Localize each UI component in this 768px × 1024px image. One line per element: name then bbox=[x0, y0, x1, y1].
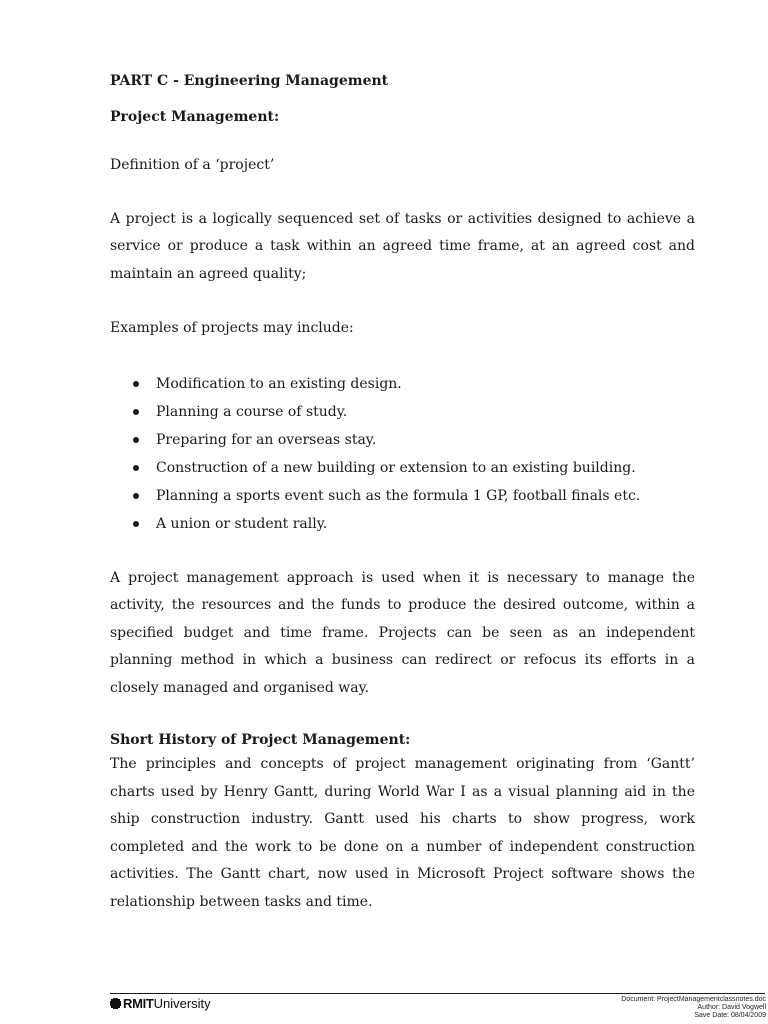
list-item-text: Modification to an existing design. bbox=[156, 375, 402, 392]
footer-divider bbox=[110, 993, 765, 994]
logo-text-bold: RMIT bbox=[123, 996, 154, 1011]
bullet-icon bbox=[133, 437, 139, 443]
document-name: Document: ProjectManagementclassnotes.doc bbox=[621, 996, 766, 1003]
list-item bbox=[110, 510, 695, 538]
approach-paragraph: A project management approach is used when it is necessary to manage the activity, the resources and the funds to produce the desired outcome, within a specified budget and time frame. Projects can be seen as an independent planning method in which a business can redirect or refocus its efforts in a closely managed and organised way. bbox=[110, 569, 695, 696]
section-heading-history: Short History of Project Management: bbox=[110, 732, 411, 748]
bullet-icon bbox=[133, 409, 139, 415]
definition-title: Definition of a ‘project’ bbox=[110, 157, 275, 173]
page-content bbox=[110, 70, 695, 916]
document-metadata bbox=[621, 996, 766, 1020]
history-paragraph: The principles and concepts of project management originating from ‘Gantt’ charts used by Henry Gantt, during World War I as a visual planning aid in the ship construction industry. Gantt used his charts to show progress, work completed and the work to be done on a number of independent construction activities. The Gantt chart, now used in Microsoft Project software shows the relationship between tasks and time. bbox=[110, 756, 695, 910]
list-item bbox=[110, 482, 695, 510]
examples-list bbox=[110, 370, 695, 538]
list-item-text: Construction of a new building or extension to an existing building. bbox=[156, 459, 636, 476]
bullet-icon bbox=[133, 381, 139, 387]
list-item bbox=[110, 370, 695, 398]
list-item-text: Planning a course of study. bbox=[156, 403, 348, 420]
bullet-icon bbox=[133, 493, 139, 499]
list-item bbox=[110, 398, 695, 426]
part-heading: PART C - Engineering Management bbox=[110, 73, 389, 89]
rmit-pixel-logo-icon bbox=[110, 998, 121, 1009]
rmit-logo bbox=[110, 996, 211, 1011]
section-heading-project-management: Project Management: bbox=[110, 109, 280, 125]
list-item-text: Planning a sports event such as the formula 1 GP, football finals etc. bbox=[156, 487, 641, 504]
examples-intro: Examples of projects may include: bbox=[110, 320, 354, 336]
list-item bbox=[110, 454, 695, 482]
bullet-icon bbox=[133, 465, 139, 471]
list-item-text: A union or student rally. bbox=[156, 515, 328, 532]
document-save-date: Save Date: 08/04/2009 bbox=[694, 1012, 766, 1019]
document-author: Author: David Vogwell bbox=[697, 1004, 766, 1011]
list-item-text: Preparing for an overseas stay. bbox=[156, 431, 377, 448]
definition-paragraph: A project is a logically sequenced set of tasks or activities designed to achieve a service or produce a task within an agreed time frame, at an agreed cost and maintain an agreed quality; bbox=[110, 210, 695, 282]
bullet-icon bbox=[133, 521, 139, 527]
logo-text-light: University bbox=[153, 996, 211, 1011]
list-item bbox=[110, 426, 695, 454]
